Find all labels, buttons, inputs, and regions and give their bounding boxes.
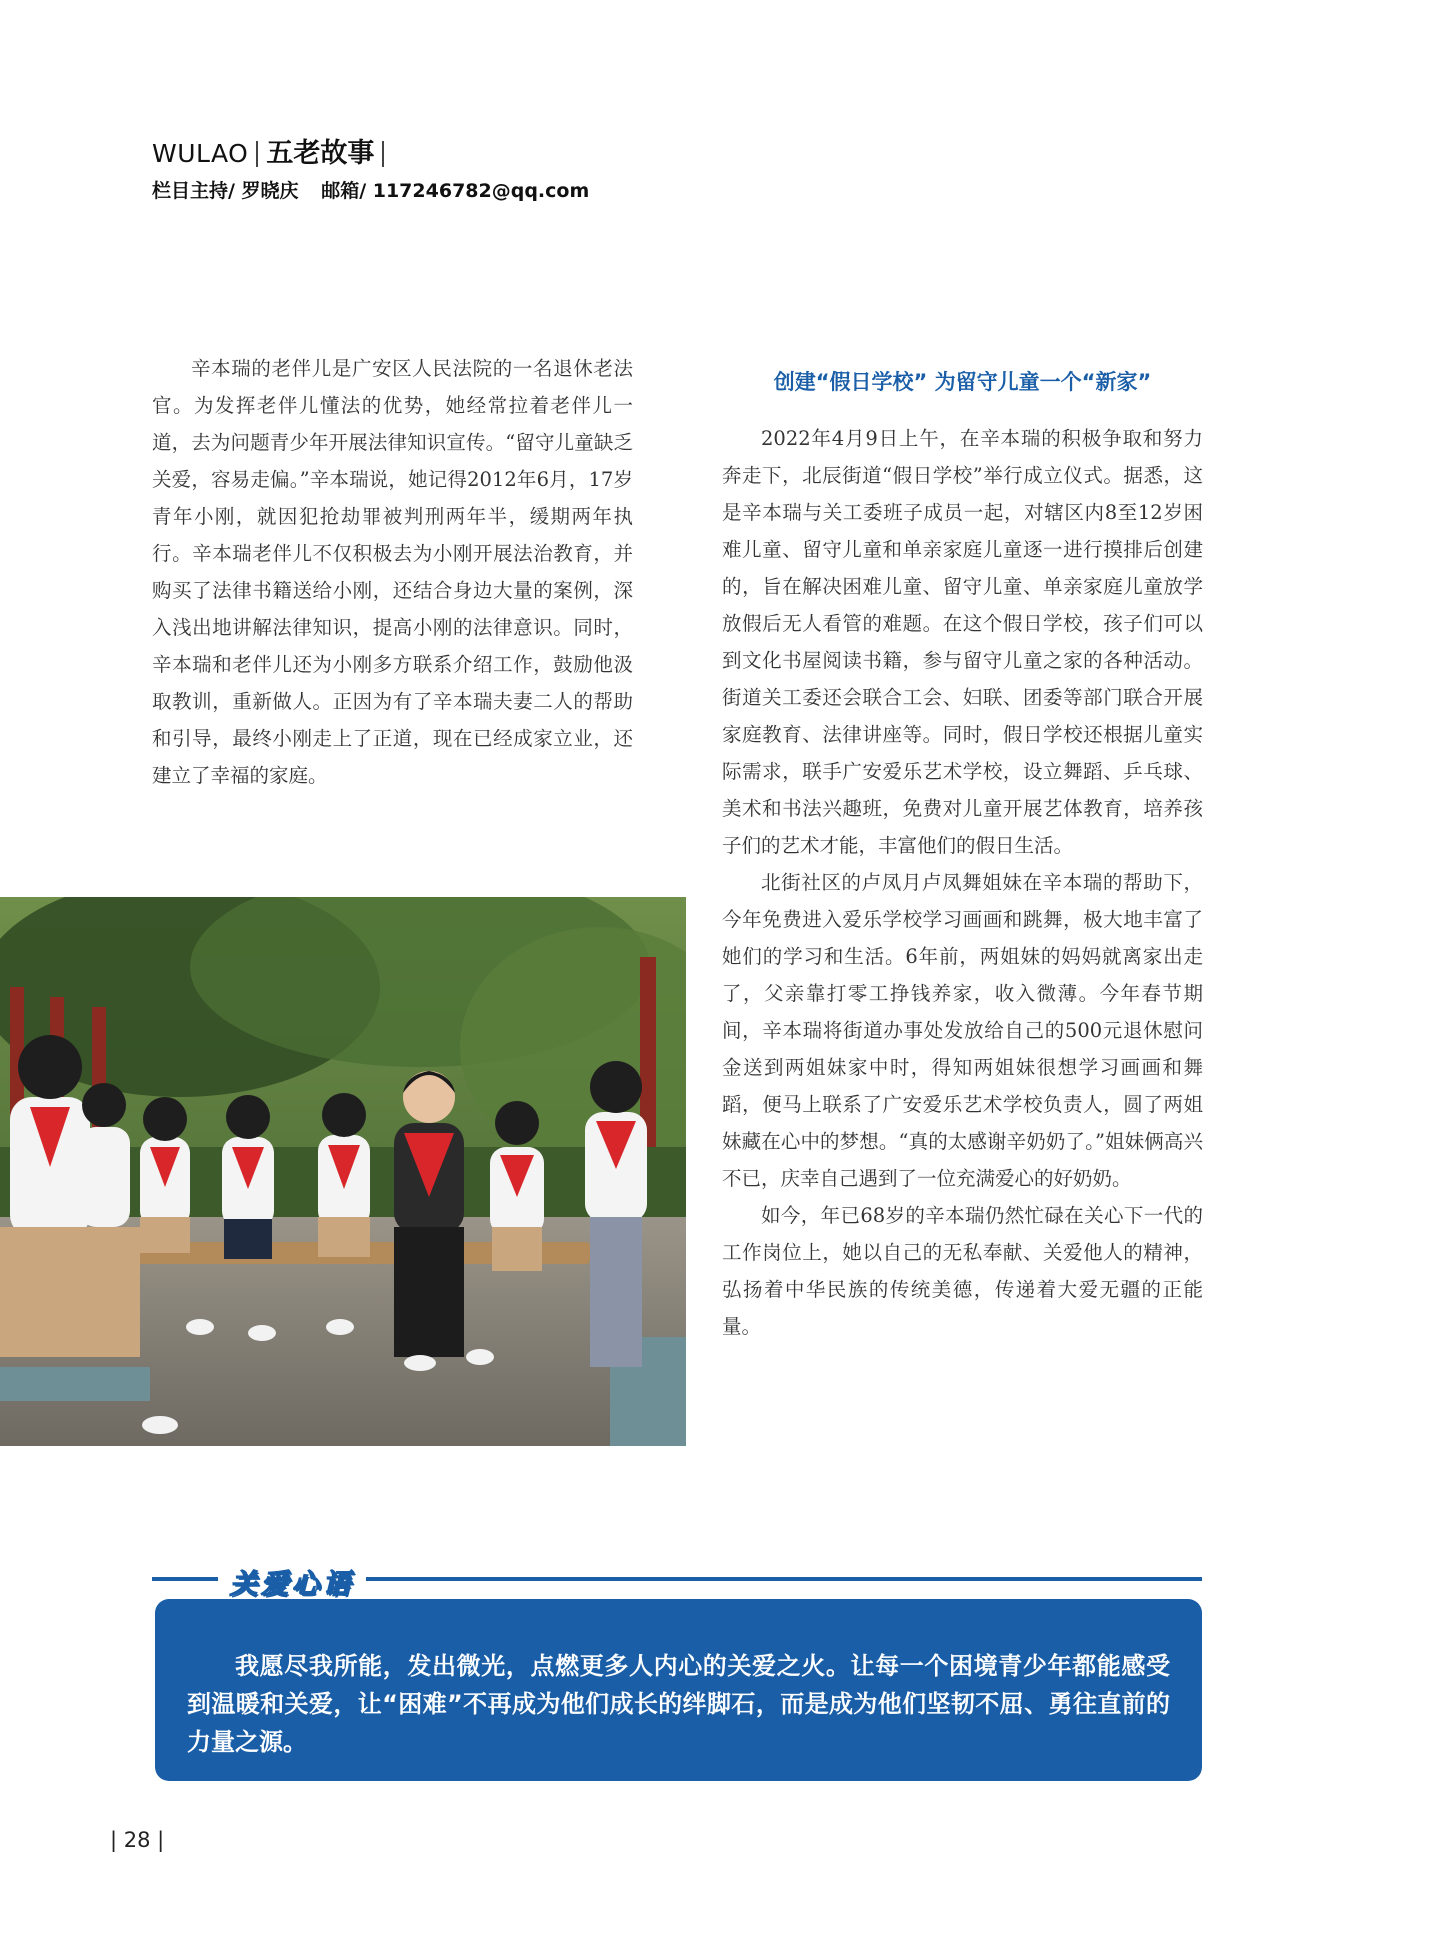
header-separator bbox=[256, 141, 258, 167]
callout-badge bbox=[218, 1559, 366, 1603]
left-paragraph-1: 辛本瑞的老伴儿是广安区人民法院的一名退休老法官。为发挥老伴儿懂法的优势，她经常拉着老伴儿一道，去为问题青少年开展法律知识宣传。“留守儿童缺乏关爱，容易走偏。”辛本瑞说，她记得2012年6月，17岁青年小刚，就因犯抢劫罪被判刑两年半，缓期两年执行。辛本瑞老伴儿不仅积极去为小刚开展法治教育，并购买了法律书籍送给小刚，还结合身边大量的案例，深入浅出地讲解法律知识，提高小刚的法律意识。同时，辛本瑞和老伴儿还为小刚多方联系介绍工作，鼓励他汲取教训，重新做人。正因为有了辛本瑞夫妻二人的帮助和引导，最终小刚走上了正道，现在已经成家立业，还建立了幸福的家庭。 bbox=[152, 357, 633, 787]
column-header bbox=[152, 138, 605, 203]
callout-text: 我愿尽我所能，发出微光，点燃更多人内心的关爱之火。让每一个困境青少年都能感受到温暖和关爱，让“困难”不再成为他们成长的绊脚石，而是成为他们坚韧不屈、勇往直前的力量之源。 bbox=[187, 1652, 1170, 1756]
header-credits bbox=[152, 176, 605, 203]
page-number: | 28 | bbox=[110, 1828, 165, 1852]
brand-name: WULAO bbox=[152, 139, 249, 168]
column-email: 邮箱/ 117246782@qq.com bbox=[321, 180, 590, 202]
article-photo bbox=[0, 897, 686, 1446]
right-paragraph-3: 如今，年已68岁的辛本瑞仍然忙碌在关心下一代的工作岗位上，她以自己的无私奉献、关爱他人的精神，弘扬着中华民族的传统美德，传递着大爱无疆的正能量。 bbox=[722, 1204, 1203, 1338]
column-host: 栏目主持/ 罗晓庆 bbox=[152, 180, 299, 202]
callout-box bbox=[155, 1599, 1202, 1781]
right-column bbox=[722, 420, 1203, 1345]
section-name: 五老故事 bbox=[266, 138, 375, 169]
header-separator-end bbox=[382, 141, 384, 167]
left-column bbox=[152, 350, 633, 794]
header-title-row bbox=[152, 138, 605, 170]
right-paragraph-2: 北街社区的卢凤月卢凤舞姐妹在辛本瑞的帮助下，今年免费进入爱乐学校学习画画和跳舞，极大地丰富了她们的学习和生活。6年前，两姐妹的妈妈就离家出走了，父亲靠打零工挣钱养家，收入微薄。今年春节期间，辛本瑞将街道办事处发放给自己的500元退休慰问金送到两姐妹家中时，得知两姐妹很想学习画画和舞蹈，便马上联系了广安爱乐艺术学校负责人，圆了两姐妹藏在心中的梦想。“真的太感谢辛奶奶了。”姐妹俩高兴不已，庆幸自己遇到了一位充满爱心的好奶奶。 bbox=[722, 871, 1203, 1190]
photo-illustration bbox=[0, 897, 686, 1446]
section-subheading: 创建“假日学校” 为留守儿童一个“新家” bbox=[773, 370, 1152, 394]
callout-label: 关爱心语 bbox=[230, 1568, 354, 1600]
right-paragraph-1: 2022年4月9日上午，在辛本瑞的积极争取和努力奔走下，北辰街道“假日学校”举行成立仪式。据悉，这是辛本瑞与关工委班子成员一起，对辖区内8至12岁困难儿童、留守儿童和单亲家庭儿童逐一进行摸排后创建的，旨在解决困难儿童、留守儿童、单亲家庭儿童放学放假后无人看管的难题。在这个假日学校，孩子们可以到文化书屋阅读书籍，参与留守儿童之家的各种活动。街道关工委还会联合工会、妇联、团委等部门联合开展家庭教育、法律讲座等。同时，假日学校还根据儿童实际需求，联手广安爱乐艺术学校，设立舞蹈、乒乓球、美术和书法兴趣班，免费对儿童开展艺体教育，培养孩子们的艺术才能，丰富他们的假日生活。 bbox=[722, 427, 1203, 857]
